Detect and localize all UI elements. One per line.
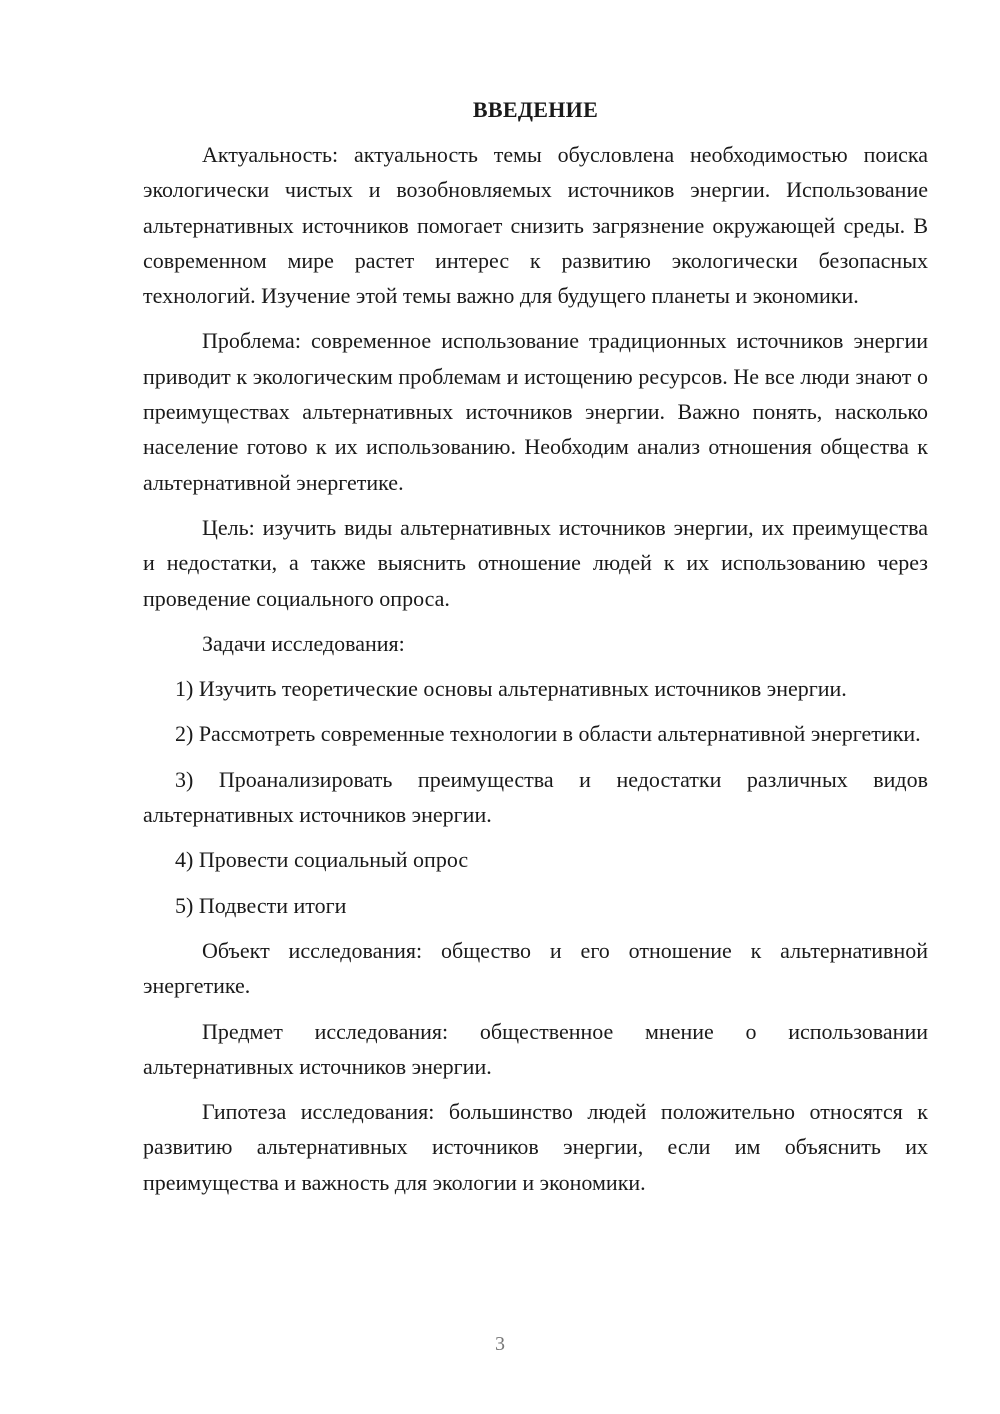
paragraph-problem: Проблема: современное использование традиционных источников энергии приводит к экологическим проблемам и истощению ресурсов. Не все люди знают о преимуществах альтернативных источников энергии. Важно понять, насколько население готово к их использованию. Необходим анализ отношения общества к альтернативной энергетике. [143,328,928,495]
tasks-heading: Задачи исследования: [202,630,405,656]
page-number: 3 [495,1333,505,1355]
task-item-1: 1) Изучить теоретические основы альтернативных источников энергии. [175,676,847,702]
page-content [143,92,928,1200]
paragraph-object: Объект исследования: общество и его отношение к альтернативной энергетике. [143,937,928,999]
task-item-5: 5) Подвести итоги [175,892,347,918]
task-item-4: 4) Провести социальный опрос [175,847,469,873]
paragraph-subject: Предмет исследования: общественное мнение о использовании альтернативных источников энергии. [143,1018,928,1079]
section-title: ВВЕДЕНИЕ [472,97,599,122]
paragraph-goal: Цель: изучить виды альтернативных источников энергии, их преимущества и недостатки, а также выяснить отношение людей к их использованию через проведение социального опроса. [143,514,928,611]
task-item-2: 2) Рассмотреть современные технологии в области альтернативной энергетики. [175,721,921,747]
paragraph-hypothesis: Гипотеза исследования: большинство людей положительно относятся к развитию альтернативных источников энергии, если им объяснить их преимущества и важность для экологии и экономики. [143,1099,928,1195]
paragraph-relevance: Актуальность: актуальность темы обусловлена необходимостью поиска экологически чистых и возобновляемых источников энергии. Использование альтернативных источников помогает снизить загрязнение окружающей среды. В современном мире растет интерес к развитию экологически безопасных технологий. Изучение этой темы важно для будущего планеты и экономики. [143,142,928,309]
task-item-3: 3) Проанализировать преимущества и недостатки различных видов альтернативных источников энергии. [143,766,928,828]
